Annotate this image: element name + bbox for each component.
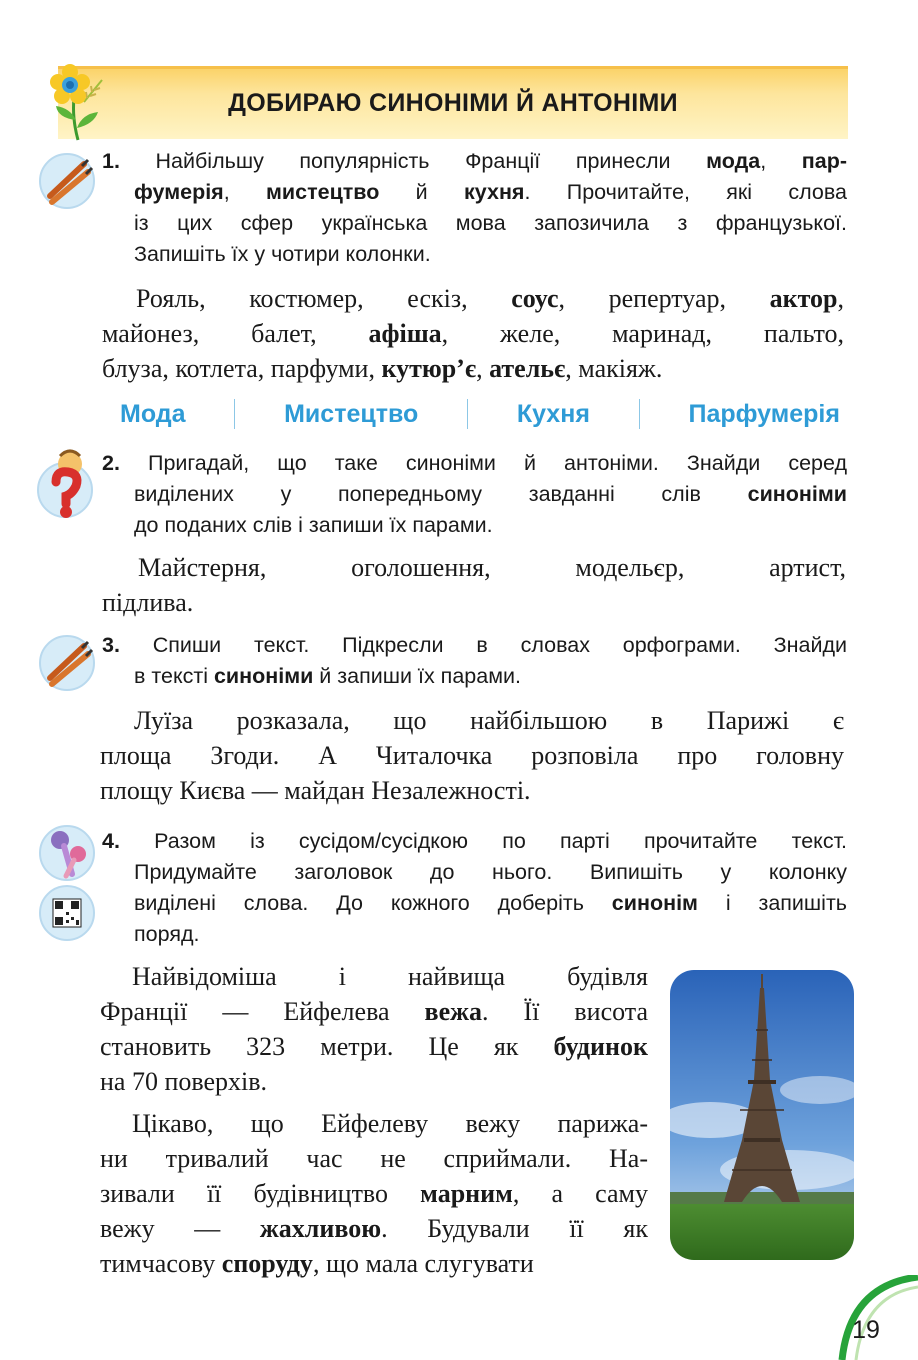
column-moda: Мода [120,399,186,428]
column-separator [234,399,235,429]
column-mystetstvo: Мистецтво [284,399,419,428]
column-separator [467,399,468,429]
task-number: 3. [102,633,153,657]
highlighted-word: фумерія [134,180,224,204]
text-line [100,1211,648,1246]
text-line [102,585,846,620]
highlighted-word: пар- [801,149,848,173]
microphone-icon [38,824,96,882]
text-segment: Рояль, костюмер, ескіз, [136,284,512,313]
task-1-instruction [102,146,847,270]
instruction-line [102,177,847,208]
highlighted-word: синонім [611,891,698,915]
synonyms-block [102,550,846,620]
text-segment: Спиши текст. Підкресли в словах орфограми. Знайди [152,633,848,657]
highlighted-word: вежа [424,997,482,1026]
instruction-line [102,630,847,661]
text-line [100,1106,648,1141]
text-segment: вежу — [100,1214,260,1243]
text-segment: , що мала слугувати [312,1249,534,1278]
instruction-line [102,510,847,541]
instruction-line [102,448,847,479]
highlighted-word: мистецтво [266,180,380,204]
text-segment: виділених у попередньому завданні слів [134,482,748,506]
text-segment: зивали її будівництво [100,1179,421,1208]
text-segment: поряд. [134,922,200,946]
text-segment: , желе, маринад, пальто, [441,319,844,348]
text-segment: площа Згоди. А Читалочка розповіла про головну [100,741,844,770]
task-number: 1. [102,149,156,173]
pens-icon-2 [38,634,96,692]
text-segment: тимчасову [100,1249,222,1278]
instruction-line [102,888,847,919]
text-line [100,703,844,738]
highlighted-word: жахливою [259,1214,382,1243]
task-3-instruction [102,630,847,692]
task-number: 4. [102,829,155,853]
text-segment: із цих сфер українська мова запозичила з французької. [134,211,847,235]
text-segment: , [837,284,844,313]
text-segment: становить 323 метри. Це як [100,1032,554,1061]
text-segment: блуза, котлета, парфуми, [102,354,382,383]
text-segment: Цікаво, що Ейфелеву вежу парижа- [132,1109,648,1138]
text-segment: , макіяж. [565,354,663,383]
highlighted-word: афіша [368,319,442,348]
text-segment: до поданих слів і запиши їх парами. [134,513,493,537]
text-segment: , [223,180,266,204]
task-4-instruction [102,826,847,950]
column-parfumeriia: Парфумерія [688,399,840,428]
text-segment: й запиши їх парами. [313,664,521,688]
text-line [100,1064,648,1099]
highlighted-word: синоніми [747,482,847,506]
text-segment: площу Києва — майдан Незалежності. [100,776,531,805]
text-segment: Придумайте заголовок до нього. Випишіть у колонку [134,860,847,884]
text-segment: . Її висота [481,997,648,1026]
instruction-line [102,661,847,692]
text-segment: підлива. [102,588,194,617]
highlighted-word: ательє [489,354,566,383]
text-segment: , [476,354,490,383]
instruction-line [102,919,847,950]
text-segment: Майстерня, оголошення, модельєр, артист, [138,553,846,582]
highlighted-word: кутюр’є [381,354,477,383]
text-line [100,959,648,994]
highlighted-word: марним [420,1179,513,1208]
text-segment: , а саму [512,1179,649,1208]
text-line [102,351,844,386]
text-segment: . Будували її як [381,1214,648,1243]
highlighted-word: мода [706,149,761,173]
page-number: 19 [852,1316,880,1344]
text-line [100,1029,648,1064]
question-boy-icon [36,446,94,524]
section-title: ДОБИРАЮ СИНОНІМИ Й АНТОНІМИ [228,88,678,117]
text-line [100,1176,648,1211]
highlighted-word: споруду [221,1249,313,1278]
text-segment: Запишіть їх у чотири колонки. [134,242,431,266]
highlighted-word: актор [769,284,838,313]
text-segment: Найбільшу популярність Франції принесли [155,149,707,173]
highlighted-word: синоніми [213,664,314,688]
task-2-instruction [102,448,847,541]
text-4-paragraph-2 [100,1106,648,1281]
text-segment: ни тривалий час не сприймали. На- [100,1144,648,1173]
words-block [102,281,844,386]
text-segment: Луїза розказала, що найбільшою в Парижі є [134,706,844,735]
instruction-line [102,208,847,239]
highlighted-word: кухня [464,180,525,204]
instruction-line [102,826,847,857]
text-segment: , [760,149,802,173]
text-segment: виділені слова. До кожного доберіть [134,891,612,915]
text-segment: й [379,180,464,204]
text-line [100,1246,648,1281]
text-4-paragraph-1 [100,959,648,1099]
task-number: 2. [102,451,148,475]
text-segment: . Прочитайте, які слова [524,180,847,204]
text-segment: майонез, балет, [102,319,369,348]
highlighted-word: будинок [553,1032,648,1061]
text-line [100,1141,648,1176]
instruction-line [102,146,847,177]
text-line [102,316,844,351]
text-line [100,773,844,808]
text-line [102,550,846,585]
text-segment: на 70 поверхів. [100,1067,268,1096]
text-line [100,994,648,1029]
instruction-line [102,857,847,888]
text-3-block [100,703,844,808]
column-kukhnia: Кухня [516,399,590,428]
highlighted-word: соус [511,284,559,313]
text-segment: Разом із сусідом/сусідкою по парті прочитайте текст. [154,829,848,853]
text-segment: Франції — Ейфелева [100,997,425,1026]
text-line [100,738,844,773]
instruction-line [102,239,847,270]
qr-code-icon[interactable] [38,884,96,942]
column-headings [120,394,840,434]
text-segment: в тексті [134,664,214,688]
pens-icon [38,152,96,210]
text-line [102,281,844,316]
text-segment: , репертуар, [558,284,770,313]
column-separator [639,399,640,429]
text-segment: Найвідоміша і найвища будівля [132,962,648,991]
eiffel-tower-photo [670,970,854,1260]
instruction-line [102,479,847,510]
text-segment: Пригадай, що таке синоніми й антоніми. Знайди серед [147,451,848,475]
text-segment: і запишіть [697,891,848,915]
